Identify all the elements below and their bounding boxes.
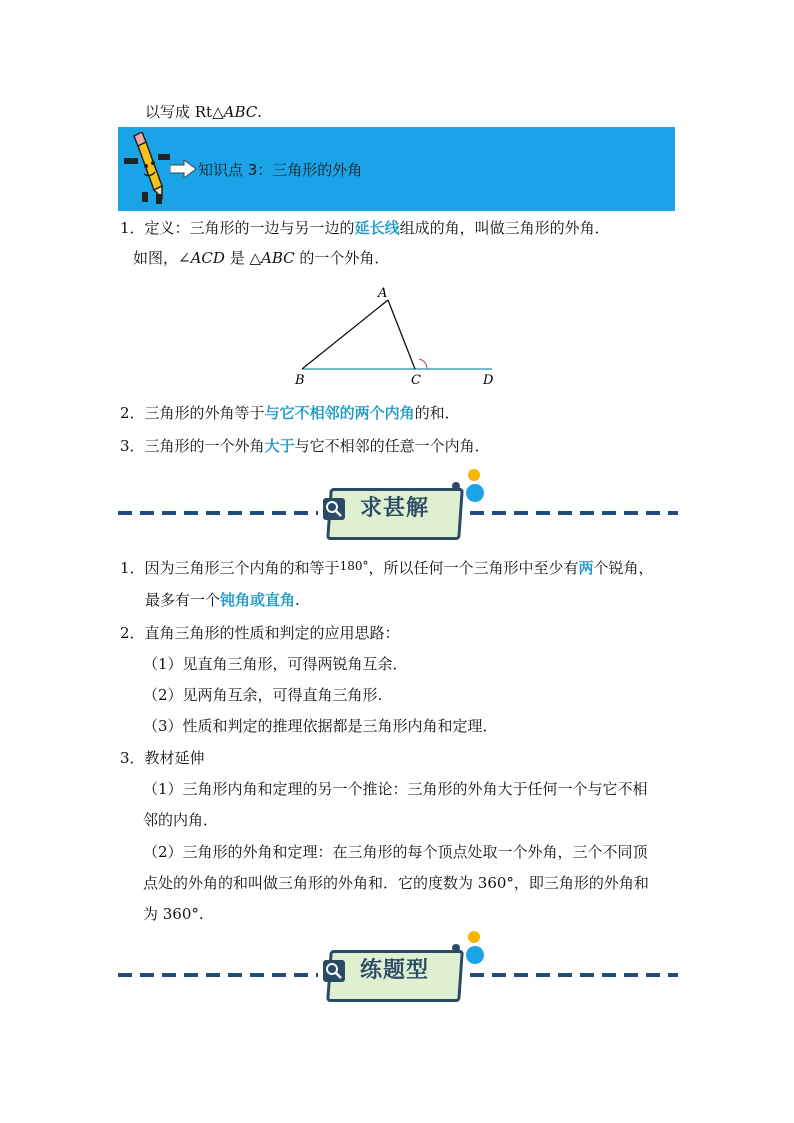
para-3-1b: 邻的内角． <box>143 811 219 829</box>
para-3-1a: （1）三角形内角和定理的另一个推论：三角形的外角大于任何一个与它不相 <box>143 780 648 798</box>
divider <box>118 511 318 515</box>
para-2-3: （3）性质和判定的推理依据都是三角形内角和定理． <box>143 717 498 735</box>
definition-3 <box>120 436 490 456</box>
text: 2． <box>120 404 145 422</box>
decor-dot <box>452 944 460 952</box>
arrow-icon <box>170 160 196 182</box>
section-title: 求甚解 <box>360 496 430 521</box>
text: 两 <box>578 559 594 577</box>
text: 1． <box>120 559 145 577</box>
para-2-2: （2）见两角互余，可得直角三角形. <box>143 686 383 704</box>
definition-1 <box>120 218 610 238</box>
definition-2 <box>120 403 460 423</box>
text: ，所以任何一个三角形中至少有 <box>368 559 579 577</box>
text: 三角形的外角等于 <box>144 404 265 422</box>
text: 组成的角，叫做三角形的外角． <box>399 219 610 237</box>
text: 的和． <box>414 404 460 422</box>
top-line <box>145 102 262 122</box>
decor-dot <box>466 484 484 502</box>
section-header-qiushenjie <box>118 478 678 548</box>
text: 180° <box>339 559 369 573</box>
text: 最多有一个 <box>145 591 221 609</box>
pencil-mascot-icon <box>122 132 174 204</box>
text: 3． <box>120 437 145 455</box>
divider <box>470 973 678 977</box>
para-1a <box>120 556 654 578</box>
text: 个锐角， <box>593 559 654 577</box>
magnifier-icon <box>323 498 345 520</box>
banner-title: 知识点 3：三角形的外角 <box>198 161 363 179</box>
text: ABC <box>261 249 295 267</box>
text: . <box>257 103 263 121</box>
para-3-2c: 为 360°. <box>143 905 204 923</box>
text: 定义：三角形的一边与另一边的 <box>144 219 355 237</box>
section-title: 练题型 <box>360 958 430 983</box>
figure-caption <box>133 248 389 268</box>
section-header-liantixing <box>118 940 678 1010</box>
text: 钝角或直角 <box>220 591 296 609</box>
divider <box>118 973 318 977</box>
text: 与它不相邻的任意一个内角． <box>294 437 490 455</box>
text: △ <box>212 103 224 121</box>
para-3: 3．教材延伸 <box>120 749 205 767</box>
text: ACD <box>190 249 225 267</box>
label-d: D <box>483 373 494 388</box>
para-2: 2．直角三角形的性质和判定的应用思路： <box>120 624 400 642</box>
para-2-1: （1）见直角三角形，可得两锐角互余． <box>143 655 408 673</box>
text: 延长线 <box>354 219 400 237</box>
label-c: C <box>411 373 421 388</box>
text: 三角形的一个外角 <box>144 437 265 455</box>
divider <box>470 511 678 515</box>
side-ab <box>302 300 388 369</box>
decor-dot <box>466 946 484 964</box>
text: 以写成 Rt <box>145 103 213 121</box>
text: 因为三角形三个内角的和等于 <box>144 559 340 577</box>
angle-arc <box>419 359 427 369</box>
triangle-figure <box>290 283 505 389</box>
para-3-2b: 点处的外角的和叫做三角形的外角和．它的度数为 360°，即三角形的外角和 <box>143 874 649 892</box>
text: △ <box>249 249 262 267</box>
side-ac <box>388 300 415 369</box>
decor-dot <box>452 482 460 490</box>
para-3-2a: （2）三角形的外角和定理：在三角形的每个顶点处取一个外角，三个不同顶 <box>143 843 648 861</box>
decor-dot <box>468 469 480 481</box>
text: ABC <box>223 103 258 121</box>
text: 是 <box>224 249 250 267</box>
para-1b <box>145 590 300 610</box>
text: 1． <box>120 219 145 237</box>
decor-dot <box>468 931 480 943</box>
text: . <box>295 591 300 609</box>
text: 与它不相邻的两个内角 <box>264 404 415 422</box>
text: 大于 <box>264 437 295 455</box>
text: 如图，∠ <box>133 249 191 267</box>
label-b: B <box>295 373 305 388</box>
label-a: A <box>378 286 388 301</box>
magnifier-icon <box>323 960 345 982</box>
text: 的一个外角． <box>294 249 390 267</box>
